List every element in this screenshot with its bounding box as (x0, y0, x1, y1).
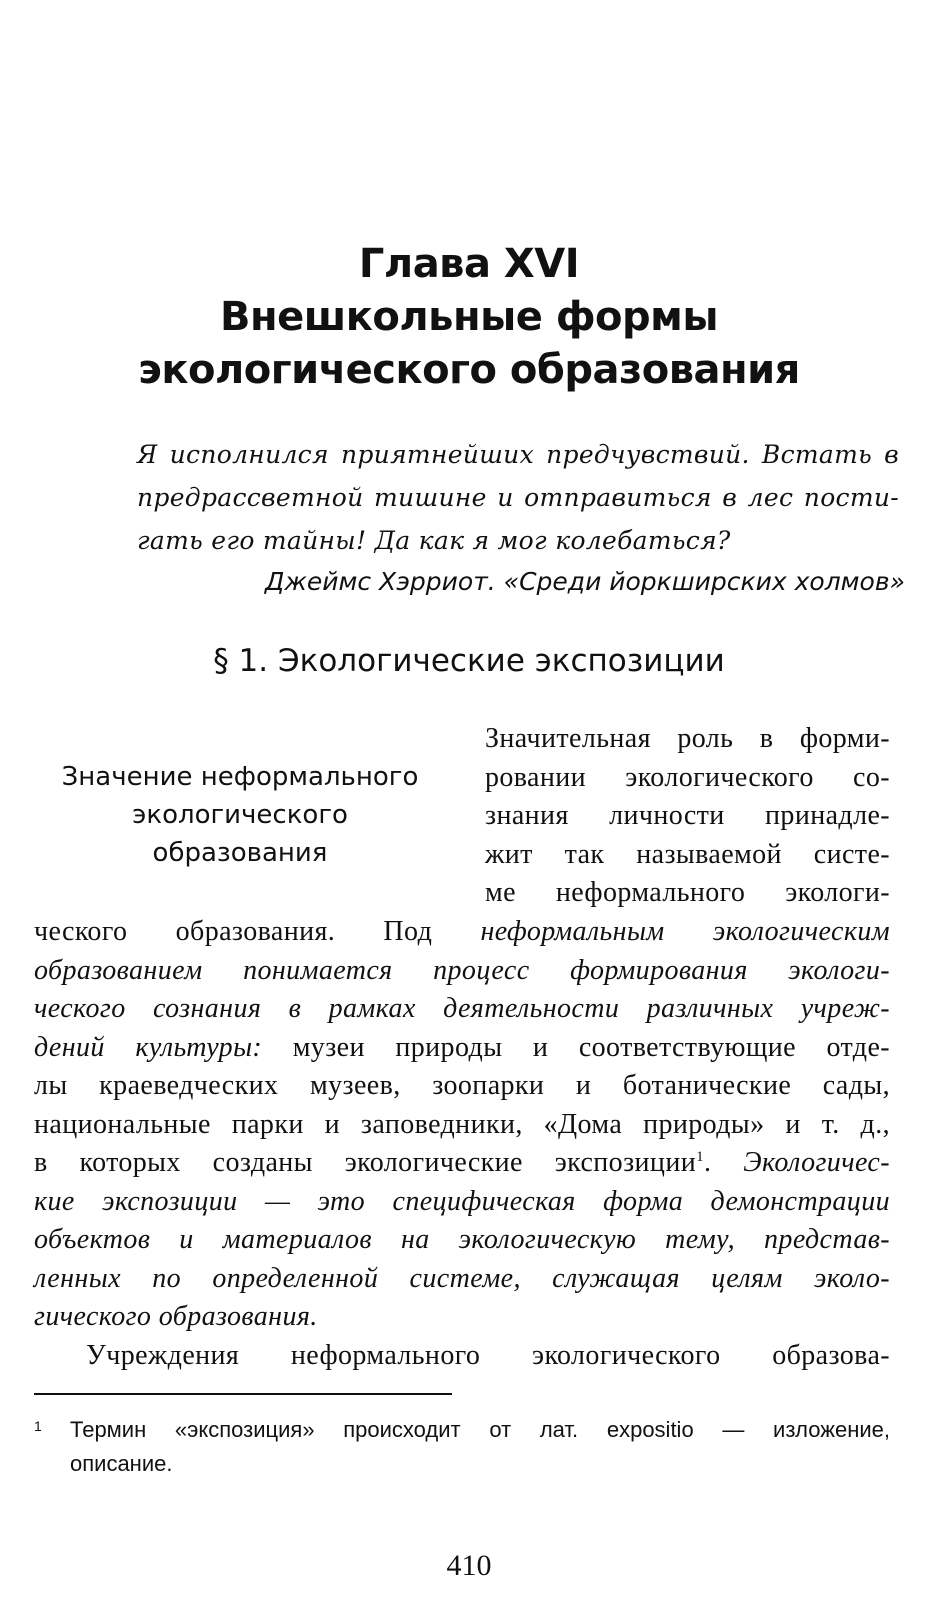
chapter-title-line-1: Внешкольные формы (220, 294, 718, 340)
body-line: знания личности принадле- (485, 800, 890, 831)
epigraph-line: гать его тайны! Да как я мог колебаться? (137, 526, 731, 555)
footnote-divider (34, 1393, 452, 1395)
body-line (34, 1029, 890, 1068)
body-text-run: . (704, 1147, 744, 1178)
epigraph-line: Я исполнился приятнейших предчувствий. Встать в (137, 440, 899, 469)
footnote-mark: 1 (34, 1418, 42, 1434)
definition-start: Экологичес- (743, 1147, 890, 1178)
definition-line: объектов и материалов на экологическую тему, представ- (34, 1224, 890, 1255)
body-text-wide (34, 913, 890, 1375)
side-heading (30, 758, 450, 872)
side-heading-line: экологического (132, 800, 348, 830)
body-line: ровании экологического со- (485, 761, 890, 793)
definition-line: ленных по определенной системе, служащая целям эколо- (34, 1262, 890, 1294)
body-line: жит так называемой систе- (485, 838, 890, 870)
chapter-number: Глава XVI (358, 241, 580, 287)
definition-end: дений культуры: (34, 1031, 293, 1063)
definition-line: образованием понимается процесс формирования экологи- (34, 954, 890, 986)
body-text-run: в которых созданы экологические экспозиции (34, 1147, 697, 1178)
chapter-title-line-2: экологического образования (138, 347, 800, 393)
side-heading-line: образования (152, 838, 328, 868)
side-heading-line: Значение неформального (61, 762, 419, 792)
body-text-run: ческого образования. Под (34, 916, 481, 947)
page-number: 410 (446, 1549, 492, 1582)
paragraph-start: Учреждения неформального экологического образова- (86, 1339, 890, 1371)
body-line: Значительная роль в форми- (485, 723, 890, 754)
epigraph-attribution: Джеймс Хэрриот. «Среди йоркширских холмов» (264, 567, 905, 596)
body-text-run: музеи природы и соответствующие отде- (292, 1031, 891, 1063)
section-title: § 1. Экологические экспозиции (213, 643, 725, 679)
body-text-narrow (485, 720, 890, 913)
footnote-line: Термин «экспозиция» происходит от лат. expositio — изложение, (70, 1417, 890, 1442)
chapter-heading (0, 238, 938, 397)
footnote-line: описание. (70, 1451, 173, 1476)
body-line (34, 913, 890, 952)
definition-line: кие экспозиции — это специфическая форма демонстрации (34, 1185, 890, 1217)
body-line (34, 1144, 890, 1183)
epigraph-line: предрассветной тишине и отправиться в лес пости- (137, 483, 899, 512)
footnote (34, 1413, 890, 1481)
body-line: национальные парки и заповедники, «Дома природы» и т. д., (34, 1108, 890, 1140)
body-line: ме неформального экологи- (485, 877, 890, 908)
definition-line: ческого сознания в рамках деятельности различных учреж- (34, 993, 890, 1024)
definition-line: гического образования. (34, 1301, 318, 1332)
term-italic: неформальным экологическим (480, 916, 890, 947)
footnote-ref[interactable]: 1 (696, 1149, 704, 1165)
epigraph (137, 433, 899, 562)
body-line: лы краеведческих музеев, зоопарки и ботанические сады, (34, 1070, 890, 1101)
